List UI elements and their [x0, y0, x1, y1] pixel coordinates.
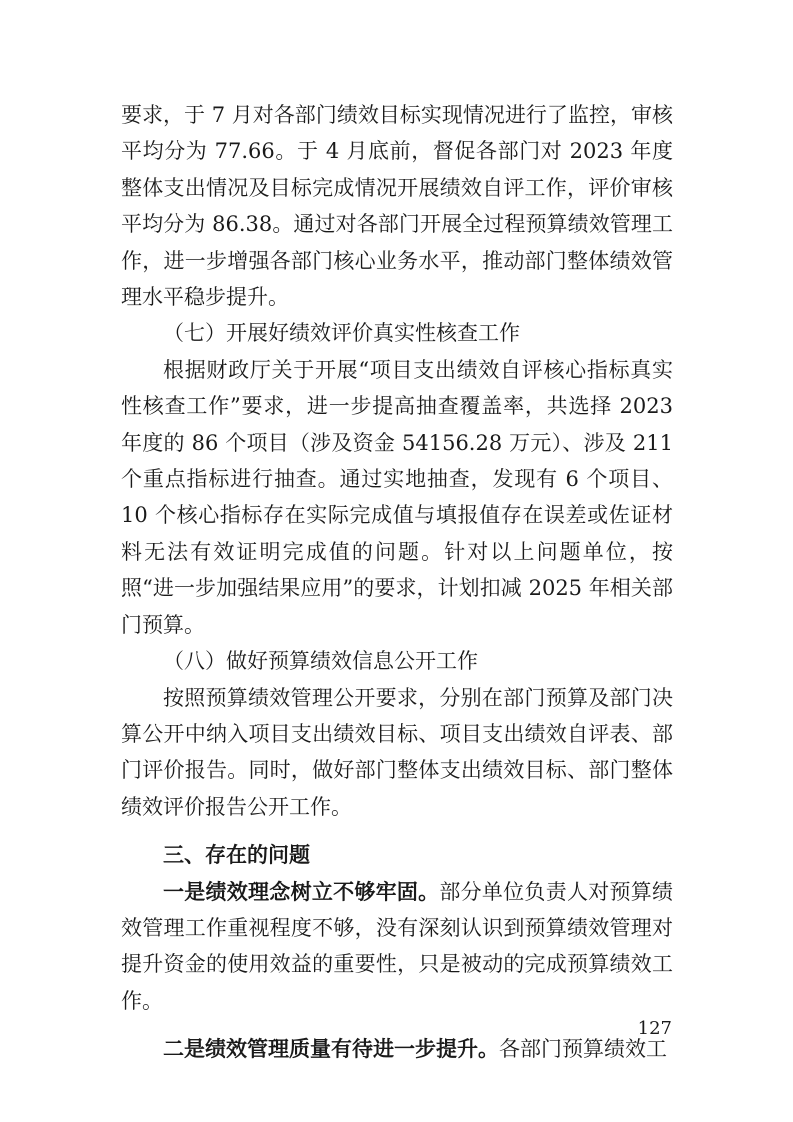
paragraph-disclosure: 按照预算绩效管理公开要求，分别在部门预算及部门决算公开中纳入项目支出绩效目标、项目支出绩效自评表、部门评价报告。同时，做好部门整体支出绩效目标、部门整体绩效评价报告公开工作。 [121, 685, 673, 819]
problem-one-lead: 一是绩效理念树立不够牢固。 [163, 879, 440, 904]
paragraph-verification: 根据财政厅关于开展“项目支出绩效自评核心指标真实性核查工作”要求，进一步提高抽查覆盖率，共选择 2023 年度的 86 个项目（涉及资金 54156.28 万元）、涉及 211 个重点指标进行抽查。通过实地抽查，发现有 6 个项目、10 个核心指标存在实际完成值与填报值存在误差或佐证材料无法有效证明完成值的问题。针对以上问题单位，按照“进一步加强结果应用”的要求，计划扣减 2025 年相关部门预算。 [121, 357, 673, 637]
page-number: 127 [637, 1018, 672, 1039]
paragraph-problem-two [121, 1031, 673, 1067]
paragraph-continued: 要求，于 7 月对各部门绩效目标实现情况进行了监控，审核平均分为 77.66。于 4 月底前，督促各部门对 2023 年度整体支出情况及目标完成情况开展绩效自评工作，评价审核平均分为 86.38。通过对各部门开展全过程预算绩效管理工作，进一步增强各部门核心业务水平，推动部门整体绩效管理水平稳步提升。 [121, 103, 673, 310]
problem-two-text: 各部门预算绩效工 [499, 1037, 667, 1062]
problem-one-text: 部分单位负责人对预算绩效管理工作重视程度不够，没有深刻认识到预算绩效管理对提升资金的使用效益的重要性，只是被动的完成预算绩效工作。 [121, 879, 673, 1013]
problem-two-lead: 二是绩效管理质量有待进一步提升。 [163, 1037, 499, 1062]
section-heading-problems: 三、存在的问题 [163, 843, 310, 868]
subheading-eight: （八）做好预算绩效信息公开工作 [163, 649, 478, 674]
paragraph-problem-one [121, 874, 673, 1020]
subheading-seven: （七）开展好绩效评价真实性核查工作 [163, 321, 520, 346]
body-text [121, 97, 673, 1068]
